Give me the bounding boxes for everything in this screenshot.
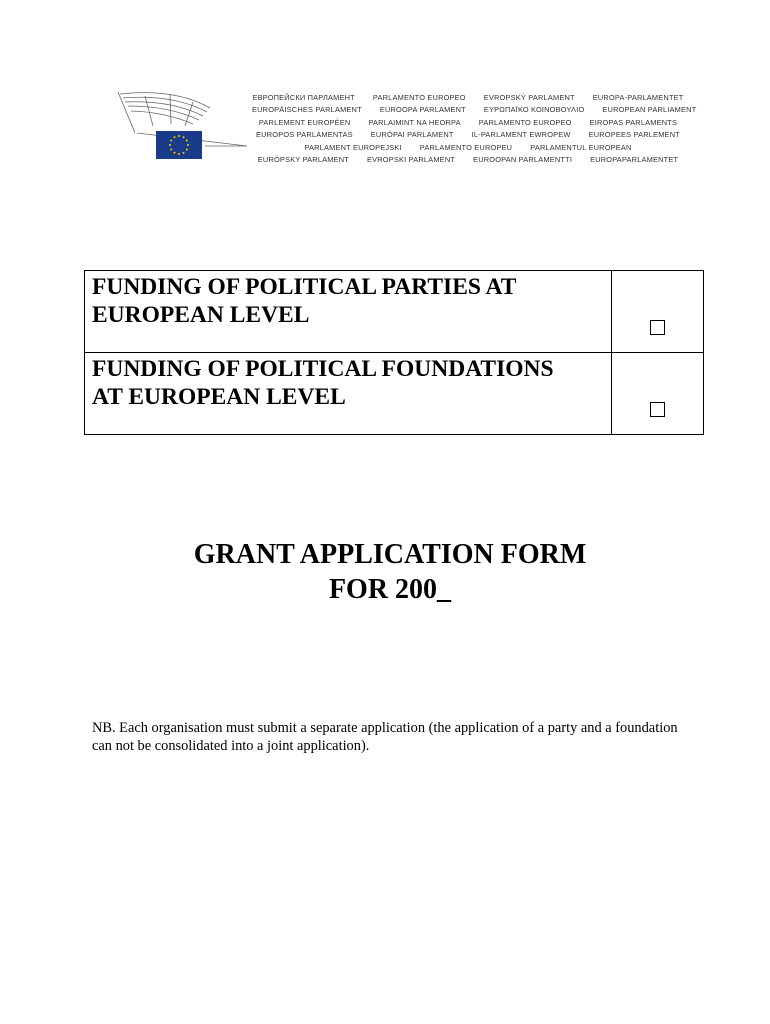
parliament-names-line [243, 154, 693, 166]
parties-checkbox[interactable] [650, 320, 665, 335]
flag-star-icon [170, 140, 172, 142]
flag-star-icon [178, 135, 180, 137]
choice-label-parties [85, 271, 612, 353]
choice-row-foundations [85, 353, 704, 435]
page-header [115, 88, 695, 168]
funding-type-table [84, 270, 704, 435]
flag-star-icon [178, 153, 180, 155]
choice-label-line: FUNDING OF POLITICAL FOUNDATIONS [92, 356, 554, 382]
parliament-name: EUROPAPARLAMENTET [590, 155, 679, 165]
form-title-line: GRANT APPLICATION FORM [193, 539, 587, 570]
flag-star-icon [183, 136, 185, 138]
form-title-line: FOR 200_ [328, 574, 452, 605]
flag-star-icon [174, 152, 176, 154]
choice-checkbox-cell [611, 353, 703, 435]
parliament-name: EVROPSKÝ PARLAMENT [483, 93, 575, 102]
parliament-names-line [243, 142, 693, 154]
choice-label-line: EUROPEAN LEVEL [92, 302, 310, 328]
parliament-name: EIROPAS PARLAMENTS [589, 117, 678, 127]
flag-star-icon [186, 149, 188, 151]
parliament-name: PARLAIMINT NA HEORPA [368, 117, 461, 127]
parliament-names-line [243, 104, 697, 116]
parliament-name: PARLAMENTUL EUROPEAN [530, 142, 632, 152]
parliament-name: EVROPSKI PARLAMENT [367, 155, 456, 165]
parliament-name: PARLEMENT EUROPÉEN [258, 117, 351, 127]
parliament-name: EURÓPAI PARLAMENT [370, 130, 454, 140]
choice-label-line: FUNDING OF POLITICAL PARTIES AT [92, 274, 517, 300]
parliament-name: EUROPOS PARLAMENTAS [256, 130, 353, 140]
parliament-name: EUROPEES PARLEMENT [588, 130, 680, 140]
european-parliament-emblem-icon [115, 88, 255, 164]
flag-star-icon [169, 144, 171, 146]
parliament-name: EUROPEAN PARLIAMENT [602, 105, 697, 115]
parliament-name: EURÓPSKY PARLAMENT [257, 155, 349, 165]
choice-label-line: AT EUROPEAN LEVEL [92, 384, 346, 410]
flag-star-icon [174, 136, 176, 138]
parliament-name: EUROOPA PARLAMENT [379, 105, 466, 115]
parliament-names-line [243, 129, 693, 141]
form-title [0, 537, 770, 607]
parliament-names-block [243, 92, 697, 166]
flag-star-icon [183, 152, 185, 154]
parliament-names-line [243, 92, 693, 104]
choice-label-foundations [85, 353, 612, 435]
parliament-name: ΕΥΡΩΠΑΪΚΟ ΚΟΙΝΟΒΟΥΛΙΟ [483, 105, 585, 115]
parliament-name: PARLAMENTO EUROPEO [372, 93, 466, 102]
choice-row-parties [85, 271, 704, 353]
flag-star-icon [170, 149, 172, 151]
choice-checkbox-cell [611, 271, 703, 353]
foundations-checkbox[interactable] [650, 402, 665, 417]
parliament-name: IL-PARLAMENT EWROPEW [471, 130, 571, 140]
parliament-names-line [243, 117, 693, 129]
parliament-name: EUROPA-PARLAMENTET [592, 93, 684, 102]
parliament-name: PARLAMENT EUROPEJSKI [304, 142, 402, 152]
flag-star-icon [187, 144, 189, 146]
parliament-name: EUROOPAN PARLAMENTTI [473, 155, 573, 165]
parliament-name: PARLAMENTO EUROPEO [478, 117, 572, 127]
parliament-name: EUROPÄISCHES PARLAMENT [252, 105, 362, 115]
parliament-name: PARLAMENTO EUROPEU [419, 142, 513, 152]
parliament-name: ЕВРОПЕЙСКИ ПАРЛАМЕНТ [252, 93, 355, 102]
submission-note: NB. Each organisation must submit a separate application (the application of a party and a foundation can not be consolidated into a joint application). [92, 720, 678, 754]
flag-star-icon [186, 140, 188, 142]
